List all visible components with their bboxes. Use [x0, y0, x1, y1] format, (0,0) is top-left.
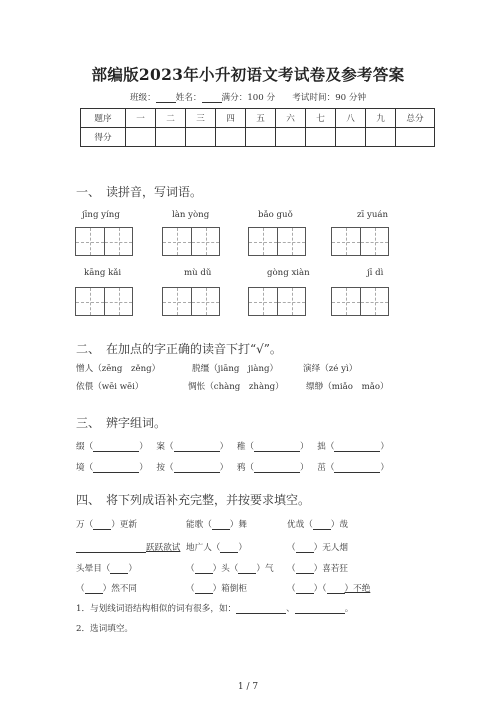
- pronunciation-item[interactable]: 缥缈（miǎo mǎo）: [306, 382, 389, 392]
- char-prompt: 鸦（: [236, 463, 255, 473]
- score-table-score-row: [81, 128, 435, 147]
- pinyin-label: kāng kǎi: [84, 268, 122, 278]
- score-header-cell: 题序: [81, 109, 126, 128]
- score-cell[interactable]: [336, 128, 366, 147]
- writing-grid[interactable]: [162, 287, 220, 316]
- answer-blank[interactable]: [327, 584, 345, 594]
- score-header-cell: 四: [216, 109, 246, 128]
- score-cell[interactable]: [246, 128, 276, 147]
- score-row-label: 得分: [81, 128, 126, 147]
- score-cell[interactable]: [306, 128, 336, 147]
- writing-grid[interactable]: [75, 287, 133, 316]
- answer-blank[interactable]: [174, 442, 220, 452]
- char-prompt: 按（: [156, 463, 174, 473]
- pinyin-label: zī yuán: [357, 210, 389, 220]
- score-header-cell: 五: [246, 109, 276, 128]
- answer-blank[interactable]: [334, 442, 380, 452]
- paren-close: ）: [139, 463, 148, 473]
- answer-blank[interactable]: [296, 543, 314, 553]
- exam-info: [0, 91, 496, 103]
- name-label: 姓名：: [175, 93, 202, 103]
- pronunciation-item[interactable]: 惆怅（chàng zhàng）: [188, 382, 284, 392]
- char-prompt: 拙（: [317, 442, 335, 452]
- score-header-cell: 九: [366, 109, 396, 128]
- pronunciation-item[interactable]: 演绎（zé yì）: [303, 364, 358, 374]
- char-prompt: 稚（: [236, 442, 255, 452]
- pinyin-label: jī dì: [367, 268, 384, 278]
- page-title: 部编版2023年小升初语文考试卷及参考答案: [91, 65, 405, 84]
- answer-blank[interactable]: [93, 442, 139, 452]
- idiom-item: （ ）（ ）不绝: [287, 584, 371, 594]
- score-cell[interactable]: [186, 128, 216, 147]
- idiom-item: （ ）箱倒柜: [186, 584, 247, 594]
- word-row: [76, 440, 389, 452]
- score-header-cell: 七: [306, 109, 336, 128]
- answer-blank[interactable]: [296, 564, 314, 574]
- paren-close: ）: [139, 442, 148, 452]
- answer-blank[interactable]: [195, 564, 213, 574]
- section-2-heading: 二、 在加点的字正确的读音下打“√”。: [76, 342, 282, 356]
- pronunciation-item[interactable]: 脱缰（jiāng jiàng）: [192, 364, 279, 374]
- pinyin-label: mù dǔ: [184, 268, 212, 278]
- writing-grid[interactable]: [75, 227, 133, 256]
- writing-grid[interactable]: [162, 227, 220, 256]
- class-label: 班级：: [129, 93, 156, 103]
- answer-blank[interactable]: [238, 564, 256, 574]
- paren-close: ）: [219, 442, 229, 452]
- idiom-item: 头晕目（ ）: [76, 564, 137, 574]
- section-1-heading: 一、 读拼音，写词语。: [76, 185, 203, 199]
- score-cell[interactable]: [156, 128, 186, 147]
- score-cell[interactable]: [396, 128, 435, 147]
- page-number: 1 / 7: [237, 682, 259, 692]
- score-header-cell: 三: [186, 109, 216, 128]
- idiom-item: （ ）然不同: [76, 584, 137, 594]
- score-header-cell: 八: [336, 109, 366, 128]
- answer-blank[interactable]: [313, 520, 331, 530]
- score-table-header-row: [81, 109, 435, 128]
- section-3-heading: 三、 辨字组词。: [76, 416, 167, 430]
- paren-close: ）: [380, 442, 390, 452]
- char-prompt: 境（: [76, 463, 94, 473]
- answer-blank[interactable]: [295, 604, 345, 614]
- pinyin-label: jīng yíng: [82, 210, 120, 220]
- score-table: [80, 108, 435, 147]
- answer-blank[interactable]: [93, 520, 111, 530]
- paren-close: ）: [300, 463, 309, 473]
- answer-blank[interactable]: [195, 584, 213, 594]
- score-cell[interactable]: [276, 128, 306, 147]
- pronunciation-item[interactable]: 憎人（zēng zěng）: [76, 364, 161, 374]
- name-blank: [202, 93, 222, 103]
- paren-close: ）: [300, 442, 309, 452]
- pinyin-label: bǎo guǒ: [258, 210, 293, 220]
- answer-blank[interactable]: [110, 564, 128, 574]
- exam-time: 考试时间：90 分钟: [292, 93, 367, 103]
- paren-close: ）: [380, 463, 390, 473]
- score-cell[interactable]: [366, 128, 396, 147]
- score-header-cell: 二: [156, 109, 186, 128]
- answer-blank[interactable]: [93, 463, 139, 473]
- score-header-cell: 一: [126, 109, 156, 128]
- char-prompt: 缀（: [76, 442, 94, 452]
- idiom-item: 优哉（ ）哉: [287, 520, 348, 530]
- score-header-cell: 六: [276, 109, 306, 128]
- word-row: [76, 461, 389, 473]
- char-prompt: 案（: [156, 442, 174, 452]
- answer-blank[interactable]: [254, 463, 300, 473]
- answer-blank[interactable]: [212, 520, 230, 530]
- pronunciation-item[interactable]: 依偎（wēi wēi）: [76, 382, 144, 392]
- answer-blank[interactable]: [174, 463, 220, 473]
- score-cell[interactable]: [126, 128, 156, 147]
- pinyin-label: gòng xiàn: [267, 268, 310, 278]
- idiom-item: 万（ ）更新: [76, 520, 137, 530]
- pinyin-label: làn yòng: [172, 210, 210, 220]
- full-score: 满分：100 分: [221, 93, 276, 103]
- paren-close: ）: [219, 463, 229, 473]
- writing-grid[interactable]: [248, 227, 306, 256]
- answer-blank[interactable]: [220, 543, 238, 553]
- answer-blank[interactable]: [254, 442, 300, 452]
- idiom-item: （ ）无人烟: [287, 543, 348, 553]
- idiom-item: 地广人（ ）: [186, 543, 247, 553]
- score-header-cell: 总分: [396, 109, 435, 128]
- idiom-item: （ ）头（ ）气: [186, 564, 274, 574]
- score-cell[interactable]: [216, 128, 246, 147]
- question-1: 1．与划线词语结构相似的词有很多，如： 、 。: [76, 604, 354, 614]
- writing-grid[interactable]: [331, 227, 389, 256]
- writing-grid[interactable]: [248, 287, 306, 316]
- char-prompt: 茁（: [317, 463, 335, 473]
- section-4-heading: 四、 将下列成语补充完整，并按要求填空。: [76, 493, 311, 507]
- answer-blank[interactable]: [334, 463, 380, 473]
- answer-blank[interactable]: [85, 584, 103, 594]
- idiom-item: （ ）喜若狂: [287, 564, 348, 574]
- class-blank: [156, 93, 176, 103]
- answer-blank[interactable]: [296, 584, 314, 594]
- answer-blank[interactable]: [236, 604, 286, 614]
- writing-grid[interactable]: [331, 287, 389, 316]
- idiom-item: 跃跃欲试: [76, 541, 180, 553]
- idiom-item: 能歌（ ）舞: [186, 520, 247, 530]
- question-2: 2．选词填空。: [76, 624, 134, 634]
- answer-blank[interactable]: [76, 543, 146, 553]
